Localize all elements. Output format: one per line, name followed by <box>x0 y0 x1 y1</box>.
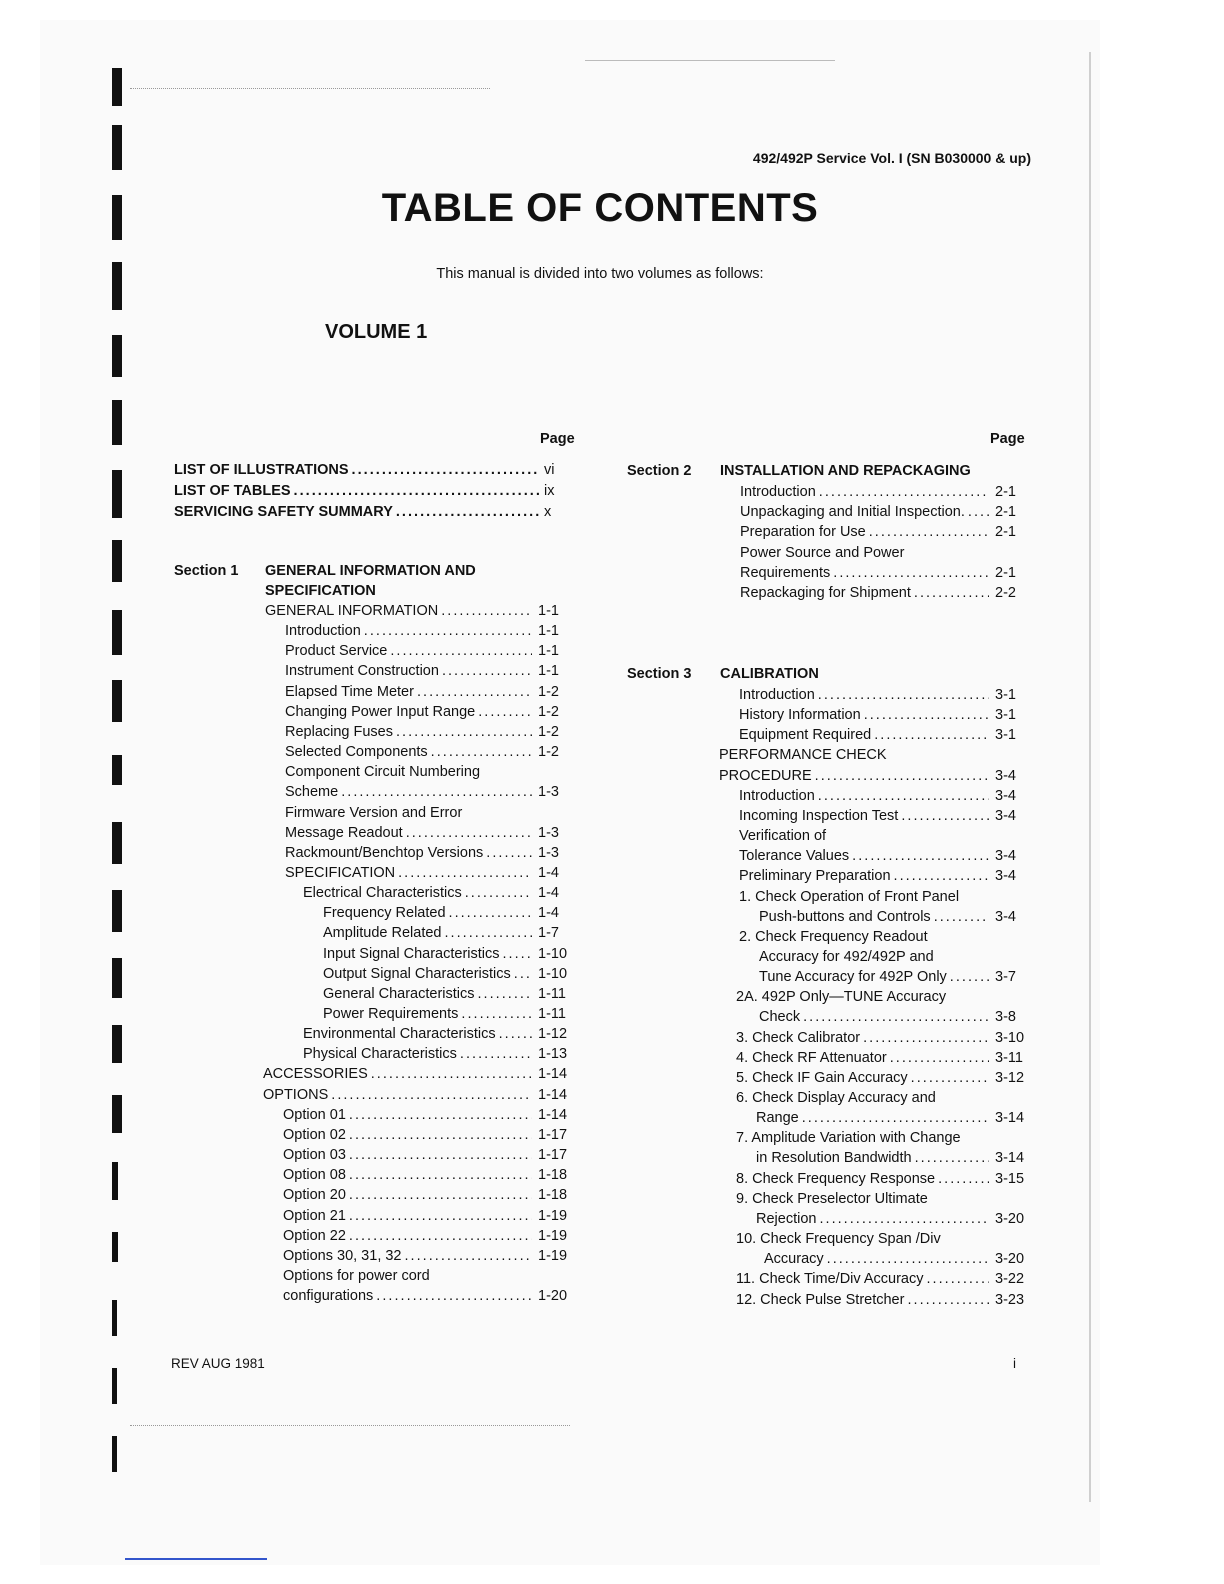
leader-dots <box>947 967 989 987</box>
toc-entry-label: Electrical Characteristics <box>303 885 462 901</box>
leader-dots <box>346 1185 532 1205</box>
leader-dots <box>346 1105 532 1125</box>
toc-entry-label: Preparation for Use <box>740 524 866 540</box>
toc-entry[interactable] <box>323 1004 572 1024</box>
toc-entry-page: 3-14 <box>995 1150 1025 1166</box>
toc-entry[interactable] <box>740 583 1029 603</box>
toc-entry-label: Elapsed Time Meter <box>285 684 414 700</box>
toc-entry-page: 1-4 <box>538 885 559 901</box>
toc-entry-page: 1-19 <box>538 1228 568 1244</box>
toc-entry[interactable] <box>739 846 1029 866</box>
leader-dots <box>414 682 532 702</box>
toc-entry-page: 1-18 <box>538 1167 568 1183</box>
toc-entry-label: Tolerance Values <box>739 848 850 864</box>
toc-entry-label: 6. Check Display Accuracy and <box>736 1090 936 1106</box>
toc-entry[interactable] <box>739 866 1029 886</box>
toc-entry-label: Equipment Required <box>739 727 872 743</box>
toc-entry-label: Introduction <box>739 687 815 703</box>
toc-entry[interactable] <box>739 806 1029 826</box>
leader-dots <box>361 621 532 641</box>
leader-dots <box>438 601 532 621</box>
toc-entry[interactable] <box>323 984 572 1004</box>
toc-entry-page: 3-11 <box>995 1050 1023 1066</box>
toc-entry-page: 3-1 <box>995 707 1016 723</box>
toc-entry-page: 1-3 <box>538 845 559 861</box>
toc-entry-label: Repackaging for Shipment <box>740 585 911 601</box>
leader-dots <box>511 964 532 984</box>
leader-dots <box>458 1004 532 1024</box>
toc-entry[interactable] <box>719 766 1029 786</box>
leader-dots <box>475 702 532 722</box>
toc-entry[interactable] <box>323 944 572 964</box>
toc-entry-page: 3-20 <box>995 1251 1025 1267</box>
toc-entry-page: 2-1 <box>995 504 1016 520</box>
leader-dots <box>912 1148 989 1168</box>
toc-entry-label: Power Requirements <box>323 1006 459 1022</box>
toc-entry-page: 3-23 <box>995 1292 1025 1308</box>
toc-entry-label: Environmental Characteristics <box>303 1026 496 1042</box>
page-number: i <box>1013 1356 1016 1371</box>
toc-entry-page: 1-1 <box>538 623 559 639</box>
toc-entry-label: Preliminary Preparation <box>739 868 891 884</box>
toc-entry[interactable] <box>283 1286 572 1306</box>
toc-entry-page: 1-2 <box>538 684 559 700</box>
leader-dots <box>824 1249 989 1269</box>
leader-dots <box>908 1068 989 1088</box>
leader-dots <box>891 866 989 886</box>
toc-entry-label: SPECIFICATION <box>285 865 396 881</box>
toc-entry[interactable] <box>739 705 1029 725</box>
toc-entry-label: Requirements <box>740 565 831 581</box>
intro-text: This manual is divided into two volumes as follows: <box>436 266 764 282</box>
toc-entry-page: 3-10 <box>995 1030 1025 1046</box>
toc-entry-page: 3-1 <box>995 687 1016 703</box>
toc-entry-page: 1-4 <box>538 905 559 921</box>
toc-entry-label: Unpackaging and Initial Inspection. <box>740 504 965 520</box>
toc-entry-label: Options for power cord <box>283 1268 430 1284</box>
toc-entry-label: Rejection <box>756 1211 817 1227</box>
leader-dots <box>849 846 989 866</box>
toc-entry[interactable] <box>283 1125 572 1145</box>
toc-entry[interactable] <box>285 661 572 681</box>
toc-entry-page: 3-4 <box>995 868 1016 884</box>
section-3-title: CALIBRATION <box>720 666 819 682</box>
toc-entry-label: 2A. 492P Only—TUNE Accuracy <box>736 989 947 1005</box>
toc-entry-page: 1-11 <box>538 986 566 1002</box>
toc-entry[interactable] <box>283 1246 572 1266</box>
toc-entry-page: 1-2 <box>538 704 559 720</box>
scan-edge-bar <box>125 1558 267 1560</box>
toc-entry[interactable] <box>739 725 1029 745</box>
toc-entry-page: 1-2 <box>538 744 559 760</box>
toc-entry[interactable] <box>285 843 572 863</box>
toc-entry[interactable] <box>323 903 572 923</box>
toc-entry[interactable] <box>756 1148 1029 1168</box>
toc-entry-page: 1-11 <box>538 1006 566 1022</box>
toc-entry-page: 1-17 <box>538 1147 568 1163</box>
toc-entry[interactable] <box>740 522 1029 542</box>
leader-dots <box>812 766 989 786</box>
toc-entry <box>739 826 1029 846</box>
leader-dots <box>395 863 532 883</box>
toc-entry-page: 3-7 <box>995 969 1016 985</box>
toc-entry[interactable] <box>739 786 1029 806</box>
leader-dots <box>965 502 989 522</box>
section-1-title-line2: SPECIFICATION <box>265 583 376 599</box>
toc-entry-page: 3-4 <box>995 788 1016 804</box>
volume-heading: VOLUME 1 <box>325 321 428 343</box>
toc-entry-label: 9. Check Preselector Ultimate <box>736 1191 928 1207</box>
leader-dots <box>904 1290 989 1310</box>
toc-entry-label: Tune Accuracy for 492P Only <box>759 969 947 985</box>
toc-entry-label: Rackmount/Benchtop Versions <box>285 845 484 861</box>
toc-entry-label: PROCEDURE <box>719 768 812 784</box>
toc-entry[interactable] <box>756 1108 1029 1128</box>
toc-entry-page: 3-4 <box>995 909 1016 925</box>
toc-entry[interactable] <box>736 1269 1029 1289</box>
leader-dots <box>871 725 989 745</box>
toc-entry-label: OPTIONS <box>263 1087 329 1103</box>
toc-entry <box>759 947 1029 967</box>
toc-entry-label: Replacing Fuses <box>285 724 393 740</box>
toc-entry <box>739 887 1029 907</box>
toc-entry-page: 1-3 <box>538 784 559 800</box>
toc-entry[interactable] <box>263 1085 572 1105</box>
toc-entry-page: 1-1 <box>538 663 559 679</box>
toc-entry-label: Frequency Related <box>323 905 446 921</box>
toc-entry[interactable] <box>756 1209 1029 1229</box>
leader-dots <box>830 563 989 583</box>
toc-entry[interactable] <box>740 482 1029 502</box>
toc-entry-label: 8. Check Frequency Response <box>736 1171 936 1187</box>
toc-entry[interactable] <box>285 621 572 641</box>
leader-dots <box>816 482 989 502</box>
leader-dots <box>475 984 533 1004</box>
leader-dots <box>328 1085 532 1105</box>
toc-entry-label: Product Service <box>285 643 388 659</box>
leader-dots <box>931 907 989 927</box>
toc-entry-label: in Resolution Bandwidth <box>756 1150 912 1166</box>
toc-entry[interactable] <box>285 823 572 843</box>
toc-entry[interactable] <box>303 1044 572 1064</box>
toc-entry[interactable] <box>303 1024 572 1044</box>
toc-entry[interactable]: SERVICING SAFETY SUMMARY . . . x <box>174 502 572 522</box>
toc-entry-label: Power Source and Power <box>740 545 905 561</box>
toc-entry-page: 3-1 <box>995 727 1016 743</box>
section-1-title: GENERAL INFORMATION AND <box>265 563 476 579</box>
page-column-heading-left: Page <box>540 431 575 447</box>
toc-entry-page: 1-12 <box>538 1026 568 1042</box>
toc-entry-label: 1. Check Operation of Front Panel <box>739 889 960 905</box>
toc-entry[interactable] <box>740 502 1029 522</box>
toc-entry[interactable] <box>739 685 1029 705</box>
toc-entry[interactable] <box>285 742 572 762</box>
toc-entry-page: 3-20 <box>995 1211 1025 1227</box>
toc-entry-label: Option 22 <box>283 1228 346 1244</box>
toc-entry <box>736 987 1029 1007</box>
section-1-label: Section 1 <box>174 563 239 579</box>
toc-entry-label: Amplitude Related <box>323 925 442 941</box>
toc-entry-label: Option 20 <box>283 1187 346 1203</box>
leader-dots <box>442 923 533 943</box>
toc-entry-page: 3-15 <box>995 1171 1025 1187</box>
toc-entry[interactable] <box>736 1169 1029 1189</box>
toc-entry-page: 1-2 <box>538 724 559 740</box>
toc-entry[interactable] <box>285 702 572 722</box>
toc-entry-label: Physical Characteristics <box>303 1046 457 1062</box>
toc-entry[interactable] <box>759 967 1029 987</box>
toc-entry[interactable] <box>285 782 572 802</box>
toc-entry[interactable] <box>736 1290 1029 1310</box>
toc-entry-page: 3-12 <box>995 1070 1025 1086</box>
toc-entry[interactable] <box>283 1226 572 1246</box>
toc-entry[interactable] <box>740 563 1029 583</box>
page-title: TABLE OF CONTENTS <box>381 186 819 230</box>
leader-dots <box>346 1226 532 1246</box>
leader-dots <box>346 1206 532 1226</box>
leader-dots <box>800 1007 989 1027</box>
toc-entry[interactable] <box>283 1185 572 1205</box>
leader-dots <box>393 722 532 742</box>
toc-entry[interactable] <box>285 682 572 702</box>
leader-dots <box>496 1024 532 1044</box>
toc-entry-label: Option 02 <box>283 1127 346 1143</box>
toc-entry-page: 3-22 <box>995 1271 1025 1287</box>
toc-entry[interactable] <box>736 1068 1029 1088</box>
toc-entry-label: Introduction <box>740 484 816 500</box>
toc-entry-label: 11. Check Time/Div Accuracy <box>736 1271 924 1287</box>
leader-dots <box>368 1064 532 1084</box>
toc-entry[interactable] <box>323 964 572 984</box>
leader-dots <box>403 823 532 843</box>
toc-entry-page: 3-4 <box>995 768 1016 784</box>
leader-dots <box>500 944 533 964</box>
revision-date: REV AUG 1981 <box>171 1356 265 1371</box>
toc-entry-page: 3-14 <box>995 1110 1025 1126</box>
leader-dots <box>860 1028 989 1048</box>
leader-dots <box>462 883 532 903</box>
toc-entry-label: Introduction <box>739 788 815 804</box>
toc-entry-page: 3-4 <box>995 848 1016 864</box>
toc-entry-label: Option 08 <box>283 1167 346 1183</box>
toc-entry-label: 4. Check RF Attenuator <box>736 1050 887 1066</box>
toc-entry-label: Option 03 <box>283 1147 346 1163</box>
toc-entry-page: 1-1 <box>538 603 559 619</box>
toc-entry-label: General Characteristics <box>323 986 475 1002</box>
toc-entry <box>719 745 1029 765</box>
toc-entry[interactable] <box>736 1048 1029 1068</box>
toc-entry-page: 1-3 <box>538 825 559 841</box>
toc-entry-label: Option 01 <box>283 1107 346 1123</box>
leader-dots <box>799 1108 989 1128</box>
leader-dots <box>439 661 532 681</box>
leader-dots <box>935 1169 989 1189</box>
toc-entry-label: Options 30, 31, 32 <box>283 1248 402 1264</box>
toc-entry-label: Range <box>756 1110 799 1126</box>
toc-entry-label: 12. Check Pulse Stretcher <box>736 1292 905 1308</box>
toc-entry[interactable] <box>736 1028 1029 1048</box>
toc-entry-page: 2-1 <box>995 524 1016 540</box>
leader-dots <box>457 1044 532 1064</box>
toc-entry-page: 2-2 <box>995 585 1016 601</box>
toc-entry-label: 10. Check Frequency Span /Div <box>736 1231 941 1247</box>
toc-entry-label: Scheme <box>285 784 339 800</box>
leader-dots <box>338 782 532 802</box>
toc-entry-label: 2. Check Frequency Readout <box>739 929 928 945</box>
leader-dots <box>446 903 532 923</box>
toc-entry-label: Output Signal Characteristics <box>323 966 511 982</box>
leader-dots <box>483 843 532 863</box>
toc-entry-page: 1-10 <box>538 946 568 962</box>
toc-entry-label: GENERAL INFORMATION <box>265 603 439 619</box>
toc-entry[interactable] <box>263 1064 572 1084</box>
toc-entry-page: 1-17 <box>538 1127 568 1143</box>
toc-entry[interactable]: LIST OF ILLUSTRATIONS . . . vi <box>174 460 572 480</box>
toc-entry-label: Component Circuit Numbering <box>285 764 481 780</box>
leader-dots <box>387 641 532 661</box>
toc-entry-page: 1-14 <box>538 1107 568 1123</box>
toc-entry-label: Firmware Version and Error <box>285 805 463 821</box>
toc-entry-page: 2-1 <box>995 484 1016 500</box>
toc-entry-label: Changing Power Input Range <box>285 704 476 720</box>
toc-entry-label: Accuracy for 492/492P and <box>759 949 934 965</box>
toc-entry[interactable] <box>285 641 572 661</box>
toc-entry <box>739 927 1029 947</box>
leader-dots <box>346 1165 532 1185</box>
toc-entry-label: Verification of <box>739 828 827 844</box>
toc-entry[interactable] <box>283 1145 572 1165</box>
section-2-label: Section 2 <box>627 463 692 479</box>
toc-entry-label: 3. Check Calibrator <box>736 1030 861 1046</box>
toc-entry-page: 1-19 <box>538 1248 568 1264</box>
toc-entry[interactable] <box>283 1165 572 1185</box>
toc-entry[interactable] <box>759 907 1029 927</box>
toc-entry-label: ACCESSORIES <box>263 1066 368 1082</box>
toc-entry-label: Instrument Construction <box>285 663 439 679</box>
toc-entry-page: 1-20 <box>538 1288 568 1304</box>
toc-entry-page: 1-14 <box>538 1066 568 1082</box>
toc-entry-label: Accuracy <box>764 1251 824 1267</box>
leader-dots <box>898 806 989 826</box>
leader-dots <box>861 705 989 725</box>
toc-entry[interactable] <box>285 722 572 742</box>
leader-dots <box>428 742 532 762</box>
toc-entry[interactable]: LIST OF TABLES . . . ix <box>174 481 572 501</box>
toc-entry <box>283 1266 572 1286</box>
toc-entry-label: Input Signal Characteristics <box>323 946 500 962</box>
toc-entry-label: 5. Check IF Gain Accuracy <box>736 1070 908 1086</box>
toc-entry <box>736 1189 1029 1209</box>
toc-entry[interactable] <box>303 883 572 903</box>
toc-entry[interactable] <box>283 1105 572 1125</box>
leader-dots <box>402 1246 533 1266</box>
leader-dots <box>924 1269 990 1289</box>
toc-entry[interactable] <box>285 863 572 883</box>
toc-entry <box>285 803 572 823</box>
toc-entry[interactable] <box>265 601 572 621</box>
leader-dots <box>815 685 989 705</box>
toc-entry[interactable] <box>764 1249 1029 1269</box>
toc-entry-page: 1-10 <box>538 966 568 982</box>
toc-entry-page: 2-1 <box>995 565 1016 581</box>
toc-entry <box>285 762 572 782</box>
toc-entry-label: 7. Amplitude Variation with Change <box>736 1130 961 1146</box>
leader-dots <box>816 1209 989 1229</box>
toc-entry-page: 1-1 <box>538 643 559 659</box>
leader-dots <box>911 583 989 603</box>
manual-reference: 492/492P Service Vol. I (SN B030000 & up) <box>752 150 1031 166</box>
leader-dots <box>887 1048 989 1068</box>
toc-entry-label: Option 21 <box>283 1208 346 1224</box>
leader-dots <box>346 1125 532 1145</box>
toc-entry-label: configurations <box>283 1288 374 1304</box>
toc-entry-page: 1-14 <box>538 1087 568 1103</box>
leader-dots <box>866 522 989 542</box>
toc-entry-label: Check <box>759 1009 801 1025</box>
toc-entry-page: 1-7 <box>538 925 559 941</box>
toc-entry-label: Message Readout <box>285 825 403 841</box>
toc-entry-page: 1-18 <box>538 1187 568 1203</box>
toc-entry-label: Push-buttons and Controls <box>759 909 931 925</box>
toc-entry-label: Incoming Inspection Test <box>739 808 899 824</box>
toc-entry-page: 1-13 <box>538 1046 568 1062</box>
toc-entry-page: 3-4 <box>995 808 1016 824</box>
toc-entry[interactable] <box>283 1206 572 1226</box>
toc-entry <box>736 1088 1029 1108</box>
section-2-title: INSTALLATION AND REPACKAGING <box>720 463 971 479</box>
toc-entry <box>736 1128 1029 1148</box>
toc-entry-page: 3-8 <box>995 1009 1016 1025</box>
toc-entry-label: Introduction <box>285 623 361 639</box>
toc-entry[interactable] <box>323 923 572 943</box>
section-3-label: Section 3 <box>627 666 692 682</box>
page-column-heading-right: Page <box>990 431 1025 447</box>
leader-dots <box>373 1286 532 1306</box>
leader-dots <box>346 1145 532 1165</box>
toc-entry <box>736 1229 1029 1249</box>
toc-entry-label: Selected Components <box>285 744 428 760</box>
toc-entry-page: 1-19 <box>538 1208 568 1224</box>
toc-entry <box>740 543 1029 563</box>
leader-dots <box>815 786 989 806</box>
toc-entry-label: PERFORMANCE CHECK <box>719 747 887 763</box>
toc-entry[interactable] <box>759 1007 1029 1027</box>
toc-entry-page: 1-4 <box>538 865 559 881</box>
toc-entry-label: History Information <box>739 707 861 723</box>
